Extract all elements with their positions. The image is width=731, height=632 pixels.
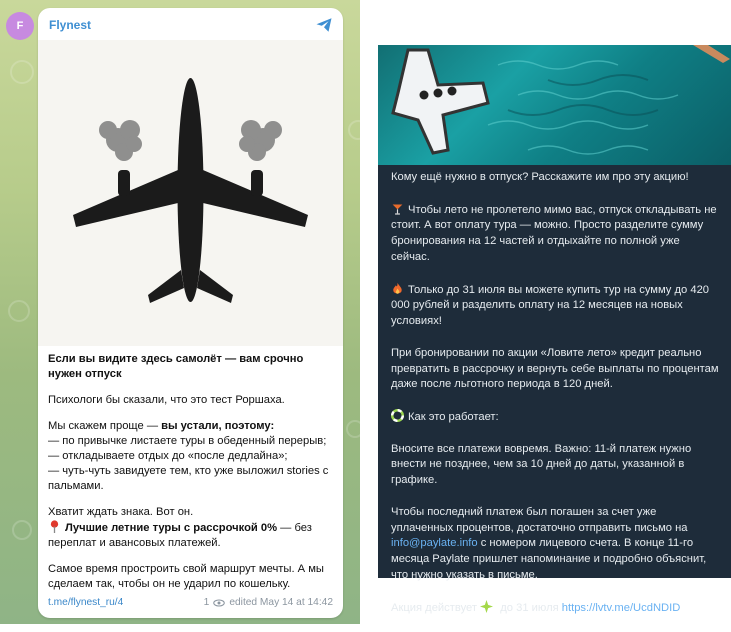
channel-avatar[interactable] [6, 12, 34, 40]
paragraph-text: Хватит ждать знака. Вот он. [48, 506, 194, 518]
post-paragraph [391, 505, 721, 584]
sparkle-icon [480, 600, 493, 613]
paragraph-text: Мы скажем проще — [48, 420, 162, 432]
post-link[interactable]: t.me/flynest_ru/4 [48, 597, 124, 608]
post-headline: Если вы видите здесь самолёт — вам срочно нужен отпуск [48, 353, 304, 380]
chat-background [0, 0, 360, 624]
post-paragraph: Самое время простроить свой маршрут мечты. А мы сделаем так, чтобы он не ударил по кошельку. [48, 563, 324, 590]
post-paragraph: При бронировании по акции «Ловите лето» кредит реально превратить в рассрочку и вернуть себе выплаты по процентам даже после льготного периода в 120 дней. [391, 346, 719, 391]
channel-name[interactable]: Flynest [49, 18, 92, 32]
post-paragraph [48, 419, 333, 494]
list-line: — по привычке листаете туры в обеденный перерыв; [48, 435, 327, 447]
sea-photo[interactable] [378, 45, 731, 165]
email-link[interactable]: info@paylate.info [391, 537, 478, 550]
background-doodle [12, 520, 32, 540]
view-count: 1 [203, 597, 210, 608]
paragraph-text: — без переплат и авансовых платежей. [48, 522, 312, 549]
pin-icon [48, 520, 61, 533]
background-doodle [346, 420, 364, 438]
post-card [38, 8, 343, 618]
paragraph-bold: вы устали, поэтому: [161, 420, 275, 432]
dark-post-card [378, 45, 731, 614]
sea-photo-illustration [378, 45, 731, 165]
list-line: — чуть-чуть завидуете тем, кто уже выложил stories с пальмами. [48, 465, 329, 492]
post-paragraph [391, 282, 721, 330]
post-text [48, 352, 333, 603]
avatar-letter: F [16, 20, 24, 32]
post-meta [204, 597, 333, 608]
background-doodle [10, 60, 34, 84]
send-icon[interactable] [315, 16, 333, 34]
fire-icon [391, 282, 404, 295]
plane-inkblot-illustration [38, 40, 343, 346]
paragraph-text: Чтобы лето не пролетело мимо вас, отпуск откладывать не стоит. А вот оплату тура — можно. Просто разделите сумму бронирования на 12 частей и отдыхайте по полной уже сейчас. [391, 203, 717, 263]
paragraph-bold: Лучшие летние туры с рассрочкой 0% [65, 522, 278, 534]
paragraph-text: Чтобы последний платеж был погашен за счет уже уплаченных процентов, достаточно отправить письмо на [391, 505, 688, 534]
post-paragraph [391, 409, 721, 426]
edited-timestamp: edited May 14 at 14:42 [229, 597, 333, 608]
post-paragraph [391, 600, 721, 617]
paragraph-text: Как это работает: [408, 410, 499, 423]
background-doodle [348, 120, 368, 140]
paragraph-text: с номером лицевого счета. В конце 11-го месяца Paylate пришлет напоминание и подробно объяснит, что нужно указать в письме. [391, 537, 707, 581]
paragraph-text: до 31 июля [497, 601, 562, 614]
paragraph-text: Только до 31 июля вы можете купить тур на сумму до 420 000 рублей и разделить оплату на 12 месяцев на новых условиях! [391, 283, 710, 328]
cocktail-icon [391, 202, 404, 215]
promo-link[interactable]: https://lvtv.me/UcdNDID [561, 601, 681, 614]
post-paragraph: Вносите все платежи вовремя. Важно: 11-й платеж нужно внести не позднее, чем за 10 дней до даты, указанной в графике. [391, 442, 692, 487]
post-intro: Кому ещё нужно в отпуск? Расскажите им про эту акцию! [391, 171, 689, 183]
paragraph-text: Акция действует [391, 601, 481, 614]
dark-post-text [391, 170, 721, 632]
post-paragraph [391, 202, 721, 266]
rorschach-plane-image[interactable] [38, 40, 343, 346]
list-line: — откладываете отдых до «после дедлайна»; [48, 450, 288, 462]
eye-icon [213, 599, 225, 607]
post-paragraph [48, 505, 333, 551]
background-doodle [8, 300, 30, 322]
post-paragraph: Психологи бы сказали, что это тест Роршаха. [48, 394, 285, 406]
post-footer [48, 597, 333, 611]
lifebuoy-icon [391, 409, 404, 422]
